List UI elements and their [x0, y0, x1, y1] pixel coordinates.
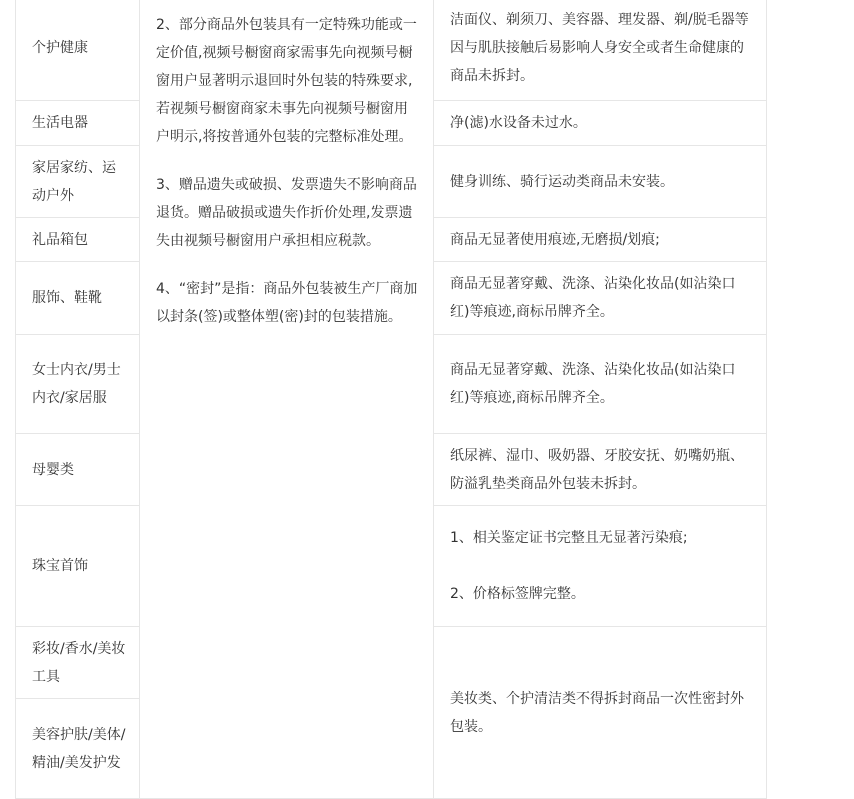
category-cell: 生活电器	[16, 101, 140, 146]
category-cell: 个护健康	[16, 0, 140, 101]
notes-cell	[140, 0, 434, 799]
category-cell: 珠宝首饰	[16, 506, 140, 627]
merged-condition-cell: 美妆类、个护清洁类不得拆封商品一次性密封外包装。	[434, 627, 767, 799]
category-cell: 女士内衣/男士内衣/家居服	[16, 335, 140, 434]
table-row	[16, 0, 767, 101]
condition-cell: 1、相关鉴定证书完整且无显著污染痕; 2、价格标签牌完整。	[434, 506, 767, 627]
condition-cell: 商品无显著穿戴、洗涤、沾染化妆品(如沾染口红)等痕迹,商标吊牌齐全。	[434, 262, 767, 335]
condition-cell: 商品无显著穿戴、洗涤、沾染化妆品(如沾染口红)等痕迹,商标吊牌齐全。	[434, 335, 767, 434]
condition-cell: 洁面仪、剃须刀、美容器、理发器、剃/脱毛器等因与肌肤接触后易影响人身安全或者生命健康的商品未拆封。	[434, 0, 767, 101]
condition-cell: 净(滤)水设备未过水。	[434, 101, 767, 146]
category-cell: 服饰、鞋靴	[16, 262, 140, 335]
category-cell: 母婴类	[16, 434, 140, 506]
condition-cell: 纸尿裤、湿巾、吸奶器、牙胶安抚、奶嘴奶瓶、防溢乳垫类商品外包装未拆封。	[434, 434, 767, 506]
note-paragraph: 2、部分商品外包装具有一定特殊功能或一定价值,视频号橱窗商家需事先向视频号橱窗用户显著明示退回时外包装的特殊要求,若视频号橱窗商家未事先向视频号橱窗用户明示,将按普通外包装的完整标准处理。	[156, 17, 417, 145]
category-cell: 彩妆/香水/美妆工具	[16, 627, 140, 699]
return-conditions-table	[15, 0, 767, 799]
note-paragraph: 3、赠品遗失或破损、发票遗失不影响商品退货。赠品破损或遗失作折价处理,发票遗失由视频号橱窗用户承担相应税款。	[156, 177, 417, 249]
condition-cell: 健身训练、骑行运动类商品未安装。	[434, 146, 767, 218]
category-cell: 家居家纺、运动户外	[16, 146, 140, 218]
category-cell: 礼品箱包	[16, 218, 140, 262]
note-paragraph: 4、“密封”是指：商品外包装被生产厂商加以封条(签)或整体塑(密)封的包装措施。	[156, 281, 418, 325]
category-cell: 美容护肤/美体/精油/美发护发	[16, 699, 140, 799]
condition-cell: 商品无显著使用痕迹,无磨损/划痕;	[434, 218, 767, 262]
